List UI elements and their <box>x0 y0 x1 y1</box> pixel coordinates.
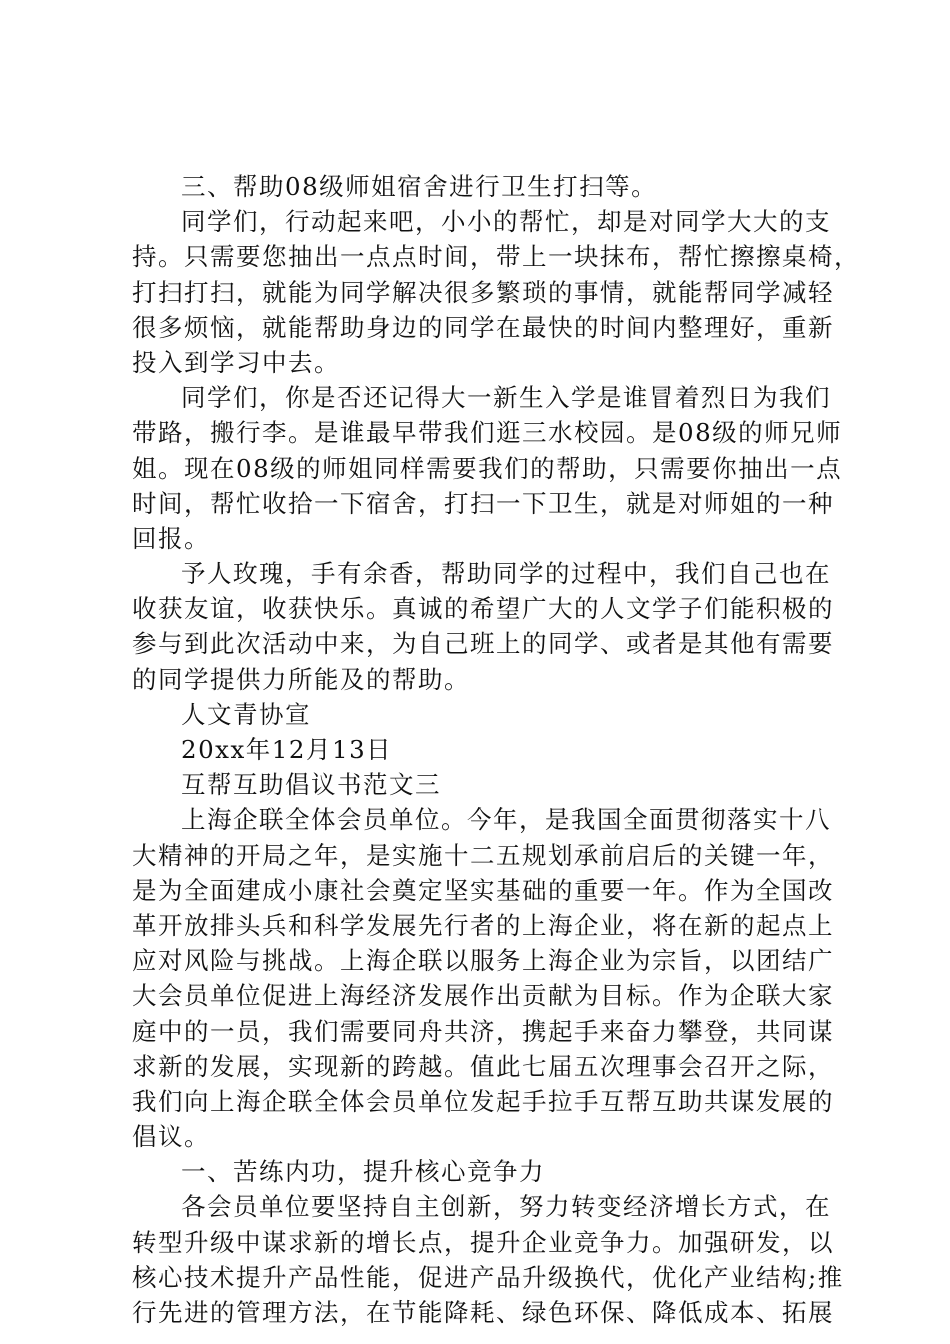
text-line: 庭中的一员，我们需要同舟共济，携起手来奋力攀登，共同谋 <box>132 1016 834 1046</box>
text-line: 倡议。 <box>132 1122 210 1152</box>
text-line: 姐。现在08级的师姐同样需要我们的帮助，只需要你抽出一点 <box>132 453 843 483</box>
text-line: 的同学提供力所能及的帮助。 <box>132 664 470 694</box>
text-line: 应对风险与挑战。上海企联以服务上海企业为宗旨，以团结广 <box>132 946 834 976</box>
text-line: 同学们，行动起来吧，小小的帮忙，却是对同学大大的支 <box>181 207 831 237</box>
text-line: 投入到学习中去。 <box>132 347 340 377</box>
text-line: 各会员单位要坚持自主创新，努力转变经济增长方式，在 <box>181 1192 831 1222</box>
text-line: 予人玫瑰，手有余香，帮助同学的过程中，我们自己也在 <box>181 559 831 589</box>
text-line: 互帮互助倡议书范文三 <box>181 770 441 800</box>
text-line: 20xx年12月13日 <box>181 735 393 764</box>
text-line: 大精神的开局之年，是实施十二五规划承前启后的关键一年， <box>132 840 834 870</box>
text-line: 收获友谊，收获快乐。真诚的希望广大的人文学子们能积极的 <box>132 594 834 624</box>
text-line: 同学们，你是否还记得大一新生入学是谁冒着烈日为我们 <box>181 383 831 413</box>
text-line: 大会员单位促进上海经济发展作出贡献为目标。作为企联大家 <box>132 981 834 1011</box>
text-line: 打扫打扫，就能为同学解决很多繁琐的事情，就能帮同学减轻 <box>132 277 834 307</box>
text-line: 行先进的管理方法，在节能降耗、绿色环保、降低成本、拓展 <box>132 1298 834 1327</box>
text-line: 是为全面建成小康社会奠定坚实基础的重要一年。作为全国改 <box>132 875 834 905</box>
text-line: 核心技术提升产品性能，促进产品升级换代，优化产业结构;推 <box>132 1262 844 1292</box>
text-line: 求新的发展，实现新的跨越。值此七届五次理事会召开之际， <box>132 1051 834 1081</box>
text-line: 人文青协宣 <box>181 699 311 729</box>
text-line: 转型升级中谋求新的增长点，提升企业竞争力。加强研发，以 <box>132 1227 834 1257</box>
document-body <box>132 169 860 1330</box>
text-line: 回报。 <box>132 523 210 553</box>
text-line: 时间，帮忙收拾一下宿舍，打扫一下卫生，就是对师姐的一种 <box>132 488 834 518</box>
text-line: 参与到此次活动中来，为自己班上的同学、或者是其他有需要 <box>132 629 834 659</box>
text-line: 一、苦练内功，提升核心竞争力 <box>181 1157 545 1187</box>
text-line: 很多烦恼，就能帮助身边的同学在最快的时间内整理好，重新 <box>132 312 834 342</box>
text-line: 我们向上海企联全体会员单位发起手拉手互帮互助共谋发展的 <box>132 1086 834 1116</box>
text-line: 三、帮助08级师姐宿舍进行卫生打扫等。 <box>181 172 658 201</box>
text-line: 带路，搬行李。是谁最早带我们逛三水校园。是08级的师兄师 <box>132 418 843 448</box>
text-line: 上海企联全体会员单位。今年，是我国全面贯彻落实十八 <box>181 805 831 835</box>
text-line: 持。只需要您抽出一点点时间，带上一块抹布，帮忙擦擦桌椅， <box>132 242 860 272</box>
text-line: 革开放排头兵和科学发展先行者的上海企业，将在新的起点上 <box>132 910 834 940</box>
